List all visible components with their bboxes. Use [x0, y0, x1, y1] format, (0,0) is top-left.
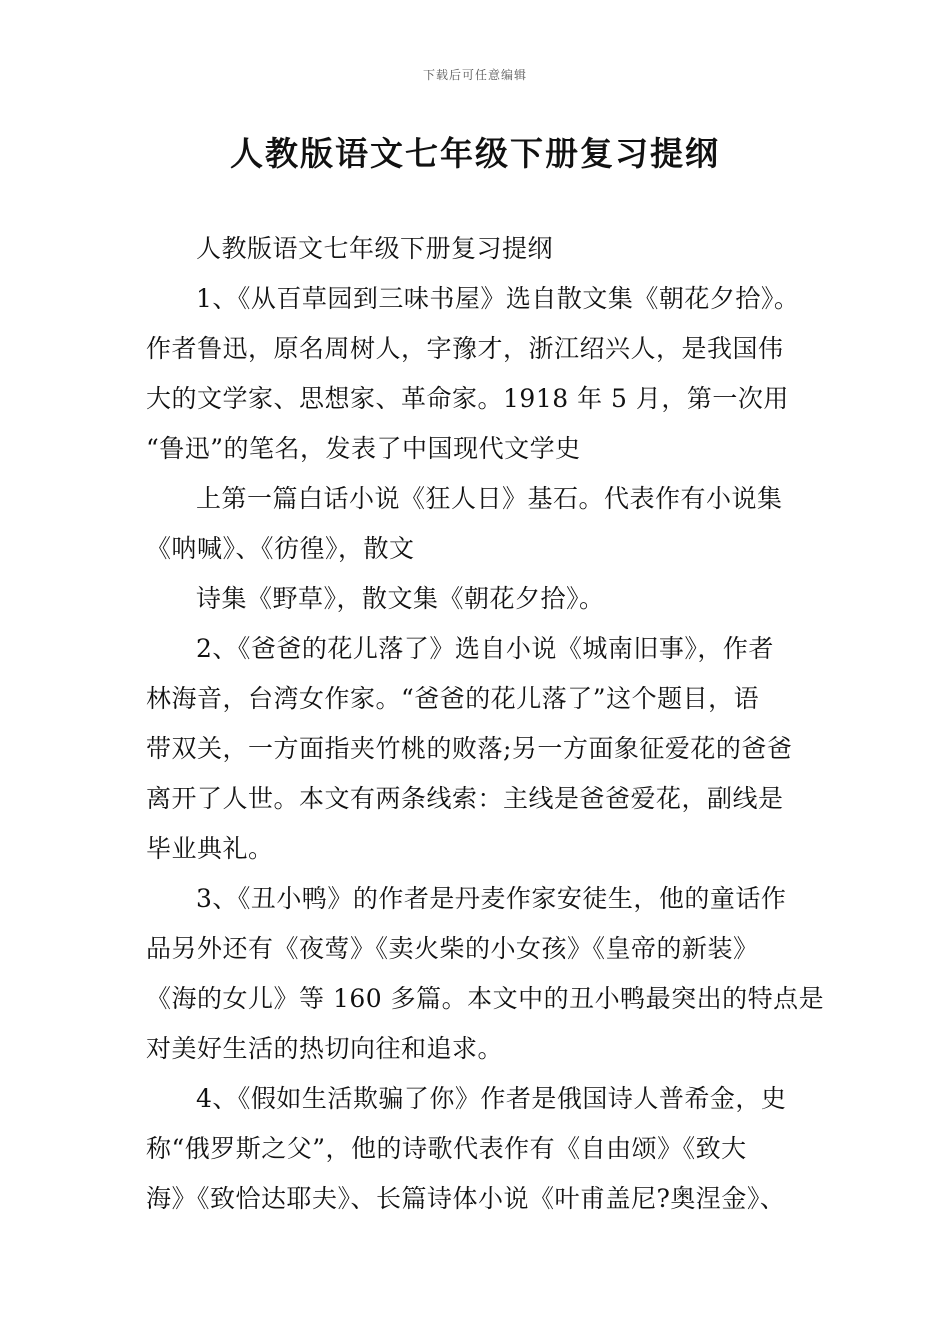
body-line: 称“俄罗斯之父”，他的诗歌代表作有《自由颂》《致大 [146, 1134, 747, 1163]
body-line: 离开了人世。本文有两条线索：主线是爸爸爱花，副线是 [146, 784, 784, 813]
body-line: 品另外还有《夜莺》《卖火柴的小女孩》《皇帝的新装》 [146, 934, 759, 963]
body-line: 诗集《野草》，散文集《朝花夕拾》。 [196, 584, 605, 613]
body-line: 3、《丑小鸭》的作者是丹麦作家安徒生，他的童话作 [196, 884, 787, 913]
body-line: “鲁迅”的笔名，发表了中国现代文学史 [146, 434, 581, 463]
body-line: 林海音，台湾女作家。“爸爸的花儿落了”这个题目，语 [146, 684, 760, 713]
body-line: 4、《假如生活欺骗了你》作者是俄国诗人普希金，史 [196, 1084, 787, 1113]
body-line: 《呐喊》、《彷徨》，散文 [146, 534, 415, 563]
header-note: 下载后可任意编辑 [422, 68, 527, 82]
body-line: 海》《致恰达耶夫》、长篇诗体小说《叶甫盖尼?奥涅金》、 [146, 1184, 786, 1213]
body-line: 对美好生活的热切向往和追求。 [146, 1034, 504, 1063]
body-line: 人教版语文七年级下册复习提纲 [196, 234, 554, 263]
body-line: 《海的女儿》等 160 多篇。本文中的丑小鸭最突出的特点是 [146, 984, 825, 1013]
body-line: 作者鲁迅，原名周树人，字豫才，浙江绍兴人，是我国伟 [146, 334, 784, 363]
body-line: 毕业典礼。 [146, 834, 274, 863]
body-line: 上第一篇白话小说《狂人日》基石。代表作有小说集 [196, 484, 783, 513]
document-body [146, 224, 825, 1224]
body-line: 2、《爸爸的花儿落了》选自小说《城南旧事》，作者 [196, 634, 774, 663]
body-line: 1、《从百草园到三味书屋》选自散文集《朝花夕拾》。 [196, 284, 800, 313]
body-line: 带双关，一方面指夹竹桃的败落;另一方面象征爱花的爸爸 [146, 734, 793, 763]
body-line: 大的文学家、思想家、革命家。1918 年 5 月，第一次用 [146, 384, 789, 413]
document-title: 人教版语文七年级下册复习提纲 [230, 134, 720, 173]
